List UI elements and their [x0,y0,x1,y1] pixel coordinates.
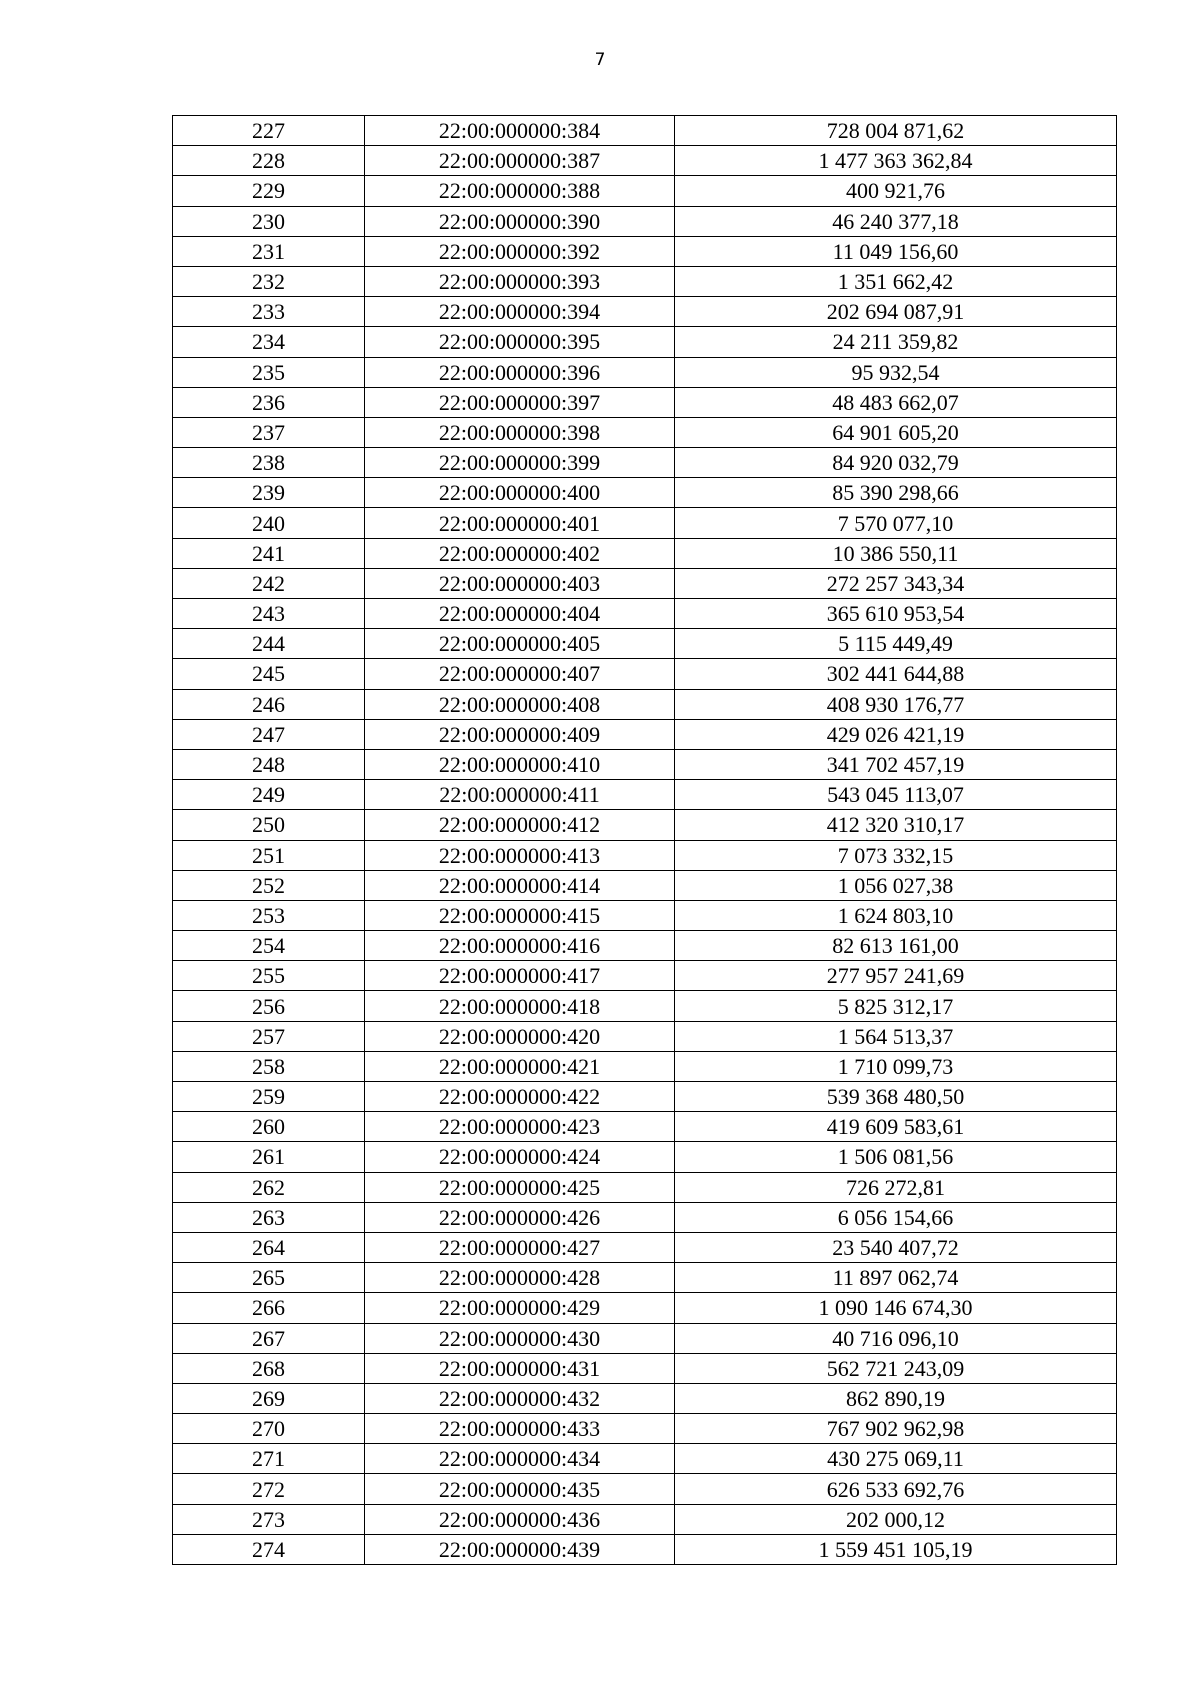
table-row [173,1504,1117,1534]
cadastral-value-cell: 23 540 407,72 [675,1232,1117,1262]
table-row [173,1172,1117,1202]
cadastral-number-cell: 22:00:000000:393 [365,266,675,296]
cadastral-value-table [172,115,1117,1565]
cadastral-value-cell: 341 702 457,19 [675,749,1117,779]
cadastral-value-cell: 562 721 243,09 [675,1353,1117,1383]
table-row [173,387,1117,417]
row-number-cell: 252 [173,870,365,900]
row-number-cell: 255 [173,961,365,991]
table-row [173,357,1117,387]
cadastral-value-cell: 7 073 332,15 [675,840,1117,870]
row-number-cell: 253 [173,900,365,930]
cadastral-number-cell: 22:00:000000:426 [365,1202,675,1232]
table-row [173,810,1117,840]
cadastral-number-cell: 22:00:000000:434 [365,1444,675,1474]
table-row [173,1444,1117,1474]
row-number-cell: 271 [173,1444,365,1474]
row-number-cell: 248 [173,749,365,779]
cadastral-value-cell: 1 506 081,56 [675,1142,1117,1172]
cadastral-value-cell: 1 624 803,10 [675,900,1117,930]
cadastral-value-cell: 728 004 871,62 [675,116,1117,146]
row-number-cell: 274 [173,1534,365,1564]
cadastral-value-cell: 64 901 605,20 [675,417,1117,447]
table-row [173,870,1117,900]
row-number-cell: 273 [173,1504,365,1534]
cadastral-number-cell: 22:00:000000:388 [365,176,675,206]
cadastral-number-cell: 22:00:000000:423 [365,1112,675,1142]
table-row [173,599,1117,629]
cadastral-number-cell: 22:00:000000:392 [365,236,675,266]
row-number-cell: 241 [173,538,365,568]
cadastral-number-cell: 22:00:000000:417 [365,961,675,991]
row-number-cell: 232 [173,266,365,296]
table-row [173,1263,1117,1293]
row-number-cell: 234 [173,327,365,357]
table-row [173,538,1117,568]
cadastral-number-cell: 22:00:000000:424 [365,1142,675,1172]
row-number-cell: 257 [173,1021,365,1051]
row-number-cell: 250 [173,810,365,840]
cadastral-value-cell: 1 056 027,38 [675,870,1117,900]
table-row [173,689,1117,719]
table-row [173,1082,1117,1112]
cadastral-value-cell: 48 483 662,07 [675,387,1117,417]
cadastral-number-cell: 22:00:000000:397 [365,387,675,417]
row-number-cell: 261 [173,1142,365,1172]
table-row [173,659,1117,689]
cadastral-number-cell: 22:00:000000:402 [365,538,675,568]
cadastral-number-cell: 22:00:000000:396 [365,357,675,387]
row-number-cell: 263 [173,1202,365,1232]
row-number-cell: 237 [173,417,365,447]
row-number-cell: 265 [173,1263,365,1293]
row-number-cell: 267 [173,1323,365,1353]
cadastral-value-cell: 202 694 087,91 [675,297,1117,327]
table-row [173,478,1117,508]
cadastral-value-cell: 429 026 421,19 [675,719,1117,749]
cadastral-number-cell: 22:00:000000:425 [365,1172,675,1202]
cadastral-value-cell: 202 000,12 [675,1504,1117,1534]
cadastral-number-cell: 22:00:000000:415 [365,900,675,930]
cadastral-value-cell: 1 351 662,42 [675,266,1117,296]
cadastral-number-cell: 22:00:000000:394 [365,297,675,327]
row-number-cell: 268 [173,1353,365,1383]
row-number-cell: 240 [173,508,365,538]
cadastral-value-cell: 7 570 077,10 [675,508,1117,538]
cadastral-value-cell: 1 564 513,37 [675,1021,1117,1051]
cadastral-value-cell: 11 897 062,74 [675,1263,1117,1293]
cadastral-value-cell: 767 902 962,98 [675,1414,1117,1444]
table-row [173,1383,1117,1413]
table-row [173,991,1117,1021]
cadastral-number-cell: 22:00:000000:428 [365,1263,675,1293]
table-row [173,1534,1117,1564]
cadastral-value-cell: 46 240 377,18 [675,206,1117,236]
cadastral-number-cell: 22:00:000000:399 [365,448,675,478]
cadastral-value-cell: 1 559 451 105,19 [675,1534,1117,1564]
row-number-cell: 228 [173,146,365,176]
cadastral-number-cell: 22:00:000000:413 [365,840,675,870]
cadastral-value-cell: 11 049 156,60 [675,236,1117,266]
table-row [173,840,1117,870]
row-number-cell: 254 [173,931,365,961]
table-row [173,146,1117,176]
row-number-cell: 256 [173,991,365,1021]
cadastral-number-cell: 22:00:000000:420 [365,1021,675,1051]
row-number-cell: 249 [173,780,365,810]
cadastral-number-cell: 22:00:000000:422 [365,1082,675,1112]
cadastral-number-cell: 22:00:000000:395 [365,327,675,357]
cadastral-value-cell: 84 920 032,79 [675,448,1117,478]
row-number-cell: 262 [173,1172,365,1202]
cadastral-number-cell: 22:00:000000:409 [365,719,675,749]
cadastral-value-cell: 277 957 241,69 [675,961,1117,991]
cadastral-number-cell: 22:00:000000:421 [365,1051,675,1081]
row-number-cell: 231 [173,236,365,266]
cadastral-number-cell: 22:00:000000:390 [365,206,675,236]
row-number-cell: 243 [173,599,365,629]
table-row [173,1293,1117,1323]
cadastral-value-cell: 272 257 343,34 [675,568,1117,598]
cadastral-number-cell: 22:00:000000:430 [365,1323,675,1353]
table-row [173,1353,1117,1383]
table-row [173,1021,1117,1051]
table-row [173,116,1117,146]
row-number-cell: 245 [173,659,365,689]
cadastral-value-cell: 40 716 096,10 [675,1323,1117,1353]
cadastral-number-cell: 22:00:000000:433 [365,1414,675,1444]
table-row [173,1202,1117,1232]
cadastral-value-cell: 726 272,81 [675,1172,1117,1202]
cadastral-value-cell: 10 386 550,11 [675,538,1117,568]
row-number-cell: 246 [173,689,365,719]
cadastral-number-cell: 22:00:000000:408 [365,689,675,719]
table-row [173,206,1117,236]
row-number-cell: 239 [173,478,365,508]
table-row [173,780,1117,810]
row-number-cell: 230 [173,206,365,236]
row-number-cell: 238 [173,448,365,478]
cadastral-value-cell: 302 441 644,88 [675,659,1117,689]
row-number-cell: 235 [173,357,365,387]
table-row [173,1112,1117,1142]
cadastral-value-cell: 543 045 113,07 [675,780,1117,810]
table-row [173,749,1117,779]
cadastral-number-cell: 22:00:000000:401 [365,508,675,538]
table-row [173,1051,1117,1081]
table-row [173,417,1117,447]
row-number-cell: 269 [173,1383,365,1413]
cadastral-number-cell: 22:00:000000:411 [365,780,675,810]
table-row [173,1414,1117,1444]
cadastral-value-cell: 539 368 480,50 [675,1082,1117,1112]
cadastral-number-cell: 22:00:000000:416 [365,931,675,961]
table-row [173,508,1117,538]
row-number-cell: 266 [173,1293,365,1323]
table-row [173,961,1117,991]
cadastral-value-cell: 24 211 359,82 [675,327,1117,357]
cadastral-value-cell: 1 710 099,73 [675,1051,1117,1081]
cadastral-value-cell: 430 275 069,11 [675,1444,1117,1474]
cadastral-number-cell: 22:00:000000:431 [365,1353,675,1383]
cadastral-value-cell: 862 890,19 [675,1383,1117,1413]
cadastral-value-cell: 5 825 312,17 [675,991,1117,1021]
table-row [173,568,1117,598]
cadastral-number-cell: 22:00:000000:403 [365,568,675,598]
table-row [173,297,1117,327]
table-row [173,719,1117,749]
cadastral-number-cell: 22:00:000000:404 [365,599,675,629]
row-number-cell: 242 [173,568,365,598]
table-row [173,236,1117,266]
cadastral-value-cell: 365 610 953,54 [675,599,1117,629]
row-number-cell: 264 [173,1232,365,1262]
cadastral-number-cell: 22:00:000000:407 [365,659,675,689]
table-row [173,1142,1117,1172]
cadastral-value-cell: 400 921,76 [675,176,1117,206]
row-number-cell: 233 [173,297,365,327]
table-row [173,266,1117,296]
table-body [173,116,1117,1565]
row-number-cell: 272 [173,1474,365,1504]
cadastral-value-cell: 626 533 692,76 [675,1474,1117,1504]
cadastral-value-cell: 412 320 310,17 [675,810,1117,840]
cadastral-value-cell: 6 056 154,66 [675,1202,1117,1232]
table-row [173,1232,1117,1262]
table-row [173,327,1117,357]
row-number-cell: 258 [173,1051,365,1081]
cadastral-value-cell: 82 613 161,00 [675,931,1117,961]
row-number-cell: 260 [173,1112,365,1142]
row-number-cell: 227 [173,116,365,146]
cadastral-number-cell: 22:00:000000:429 [365,1293,675,1323]
table-row [173,629,1117,659]
row-number-cell: 259 [173,1082,365,1112]
cadastral-number-cell: 22:00:000000:432 [365,1383,675,1413]
cadastral-number-cell: 22:00:000000:414 [365,870,675,900]
row-number-cell: 236 [173,387,365,417]
cadastral-value-cell: 408 930 176,77 [675,689,1117,719]
cadastral-number-cell: 22:00:000000:418 [365,991,675,1021]
cadastral-number-cell: 22:00:000000:435 [365,1474,675,1504]
row-number-cell: 247 [173,719,365,749]
cadastral-value-cell: 1 090 146 674,30 [675,1293,1117,1323]
cadastral-value-cell: 85 390 298,66 [675,478,1117,508]
page-number: 7 [594,50,606,70]
table-row [173,931,1117,961]
table-row [173,176,1117,206]
row-number-cell: 244 [173,629,365,659]
table-row [173,448,1117,478]
cadastral-value-cell: 95 932,54 [675,357,1117,387]
cadastral-number-cell: 22:00:000000:427 [365,1232,675,1262]
row-number-cell: 251 [173,840,365,870]
cadastral-value-cell: 419 609 583,61 [675,1112,1117,1142]
row-number-cell: 270 [173,1414,365,1444]
cadastral-number-cell: 22:00:000000:398 [365,417,675,447]
cadastral-number-cell: 22:00:000000:384 [365,116,675,146]
cadastral-value-cell: 1 477 363 362,84 [675,146,1117,176]
cadastral-number-cell: 22:00:000000:412 [365,810,675,840]
cadastral-number-cell: 22:00:000000:400 [365,478,675,508]
cadastral-number-cell: 22:00:000000:410 [365,749,675,779]
table-row [173,1323,1117,1353]
cadastral-number-cell: 22:00:000000:439 [365,1534,675,1564]
table-row [173,900,1117,930]
cadastral-number-cell: 22:00:000000:405 [365,629,675,659]
row-number-cell: 229 [173,176,365,206]
cadastral-number-cell: 22:00:000000:387 [365,146,675,176]
table-row [173,1474,1117,1504]
cadastral-number-cell: 22:00:000000:436 [365,1504,675,1534]
cadastral-value-cell: 5 115 449,49 [675,629,1117,659]
